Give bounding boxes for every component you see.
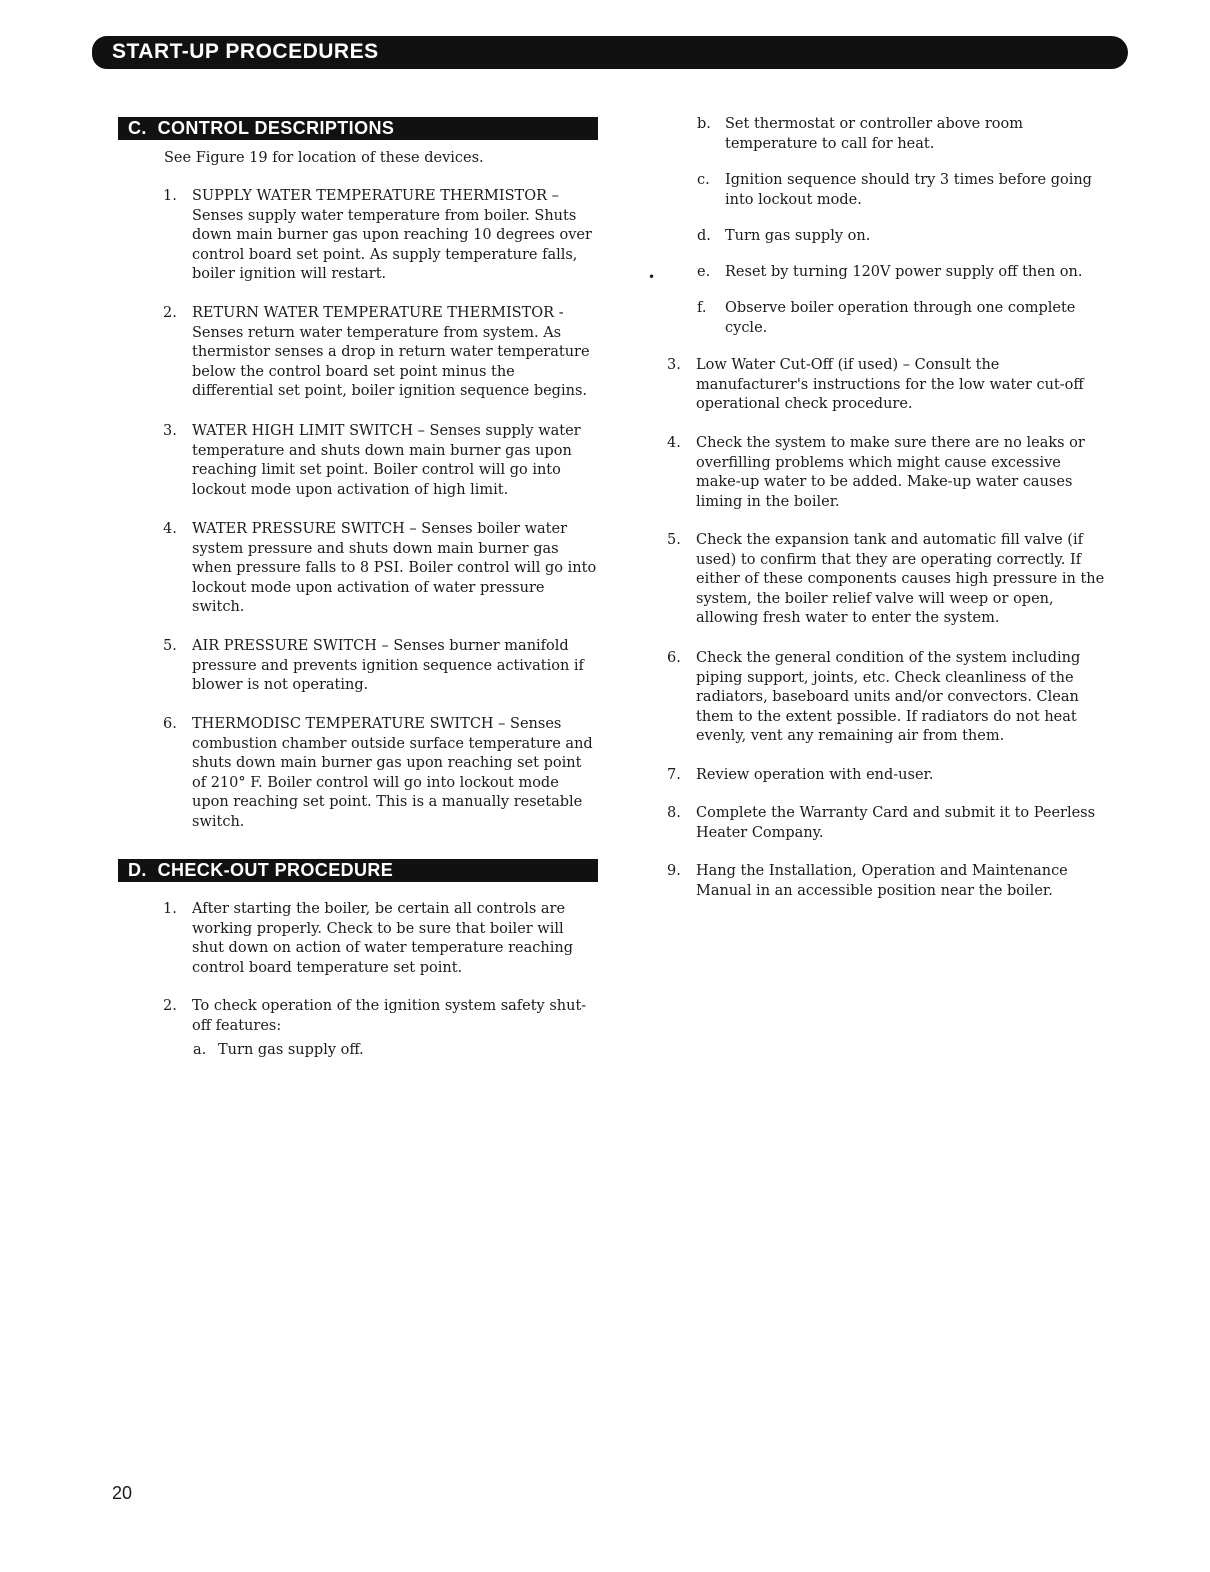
item-text: Check the expansion tank and automatic fill valve (if used) to confirm that they are operating correctly. If either of these components causes high pressure in the system, the boiler relief valve will weep or open, allowing fresh water to enter the system. [696,532,1105,627]
item-letter: a. [193,1042,207,1058]
item-number: 6. [667,650,681,666]
list-item [163,997,598,1036]
list-item [163,715,598,833]
list-item [163,900,598,978]
sub-list-item [697,171,1107,210]
sub-list-item [697,263,1107,283]
list-item [667,356,1107,415]
item-text: Low Water Cut-Off (if used) – Consult the manufacturer's instructions for the low water cut-off operational check procedure. [696,357,1084,413]
list-item [667,434,1107,512]
list-item [163,422,598,500]
item-number: 4. [163,521,177,537]
list-item [163,520,598,618]
sub-list-item [697,227,1107,247]
item-number: 7. [667,767,681,783]
section-c-header [118,117,598,140]
item-number: 5. [163,638,177,654]
item-letter: e. [697,264,711,280]
item-number: 3. [667,357,681,373]
list-item [667,649,1107,747]
item-number: 3. [163,423,177,439]
item-text: Check the general condition of the system including piping support, joints, etc. Check cleanliness of the radiators, baseboard units and/or convectors. Clean them to the extent possible. If radiators do not heat evenly, vent any remaining air from them. [696,650,1081,745]
list-item [667,862,1107,901]
item-letter: f. [697,300,707,316]
sub-list-item [697,299,1107,338]
item-text: Complete the Warranty Card and submit it to Peerless Heater Company. [696,805,1096,841]
item-letter: b. [697,116,711,132]
item-number: 4. [667,435,681,451]
sub-list-item [193,1041,598,1061]
item-number: 1. [163,901,177,917]
list-item [667,531,1107,629]
item-number: 1. [163,188,177,204]
item-text: RETURN WATER TEMPERATURE THERMISTOR - Senses return water temperature from system. As thermistor senses a drop in return water temperature below the control board set point minus the differential set point, boiler ignition sequence begins. [192,305,590,400]
sub-list-item [697,115,1107,154]
item-text: Turn gas supply on. [725,228,871,244]
item-text: AIR PRESSURE SWITCH – Senses burner manifold pressure and prevents ignition sequence activation if blower is not operating. [192,638,584,694]
item-letter: d. [697,228,711,244]
list-item [163,304,598,402]
section-d-title: D. CHECK-OUT PROCEDURE [128,860,394,880]
list-item [163,187,598,285]
item-text: After starting the boiler, be certain all controls are working properly. Check to be sure that boiler will shut down on action of water temperature reaching control board temperature set point. [192,901,573,976]
item-number: 8. [667,805,681,821]
item-number: 9. [667,863,681,879]
section-d-header [118,859,598,882]
list-item [667,804,1107,843]
item-number: 6. [163,716,177,732]
list-item [163,637,598,696]
item-text: WATER HIGH LIMIT SWITCH – Senses supply water temperature and shuts down main burner gas upon reaching limit set point. Boiler control will go into lockout mode upon activation of high limit. [192,423,581,498]
list-item [667,766,1107,786]
item-text: Ignition sequence should try 3 times before going into lockout mode. [725,172,1092,208]
item-text: Review operation with end-user. [696,767,934,783]
page-banner [92,36,1128,69]
section-c-title: C. CONTROL DESCRIPTIONS [128,118,395,138]
item-text: Turn gas supply off. [218,1042,364,1058]
item-text: Hang the Installation, Operation and Maintenance Manual in an accessible position near the boiler. [696,863,1068,899]
item-number: 5. [667,532,681,548]
item-text: WATER PRESSURE SWITCH – Senses boiler water system pressure and shuts down main burner gas when pressure falls to 8 PSI. Boiler control will go into lockout mode upon activation of water pressure switch. [192,521,597,616]
item-text: SUPPLY WATER TEMPERATURE THERMISTOR – Senses supply water temperature from boiler. Shuts down main burner gas upon reaching 10 degrees over control board set point. As supply temperature falls, boiler ignition will restart. [192,188,592,283]
item-text: Check the system to make sure there are no leaks or overfilling problems which might cause excessive make-up water to be added. Make-up water causes liming in the boiler. [696,435,1085,510]
section-c-intro: See Figure 19 for location of these devices. [164,150,484,166]
item-number: 2. [163,305,177,321]
item-number: 2. [163,998,177,1014]
item-text: Reset by turning 120V power supply off then on. [725,264,1083,280]
item-text: To check operation of the ignition system safety shut-off features: [192,998,587,1034]
item-letter: c. [697,172,710,188]
page-number: 20 [112,1483,133,1503]
item-text: Set thermostat or controller above room temperature to call for heat. [725,116,1023,152]
banner-title: START-UP PROCEDURES [112,40,379,63]
margin-bullet-icon: • [648,270,656,284]
item-text: THERMODISC TEMPERATURE SWITCH – Senses combustion chamber outside surface temperature and shuts down main burner gas upon reaching set point of 210° F. Boiler control will go into lockout mode upon reaching set point. This is a manually resetable switch. [192,716,593,830]
item-text: Observe boiler operation through one complete cycle. [725,300,1076,336]
